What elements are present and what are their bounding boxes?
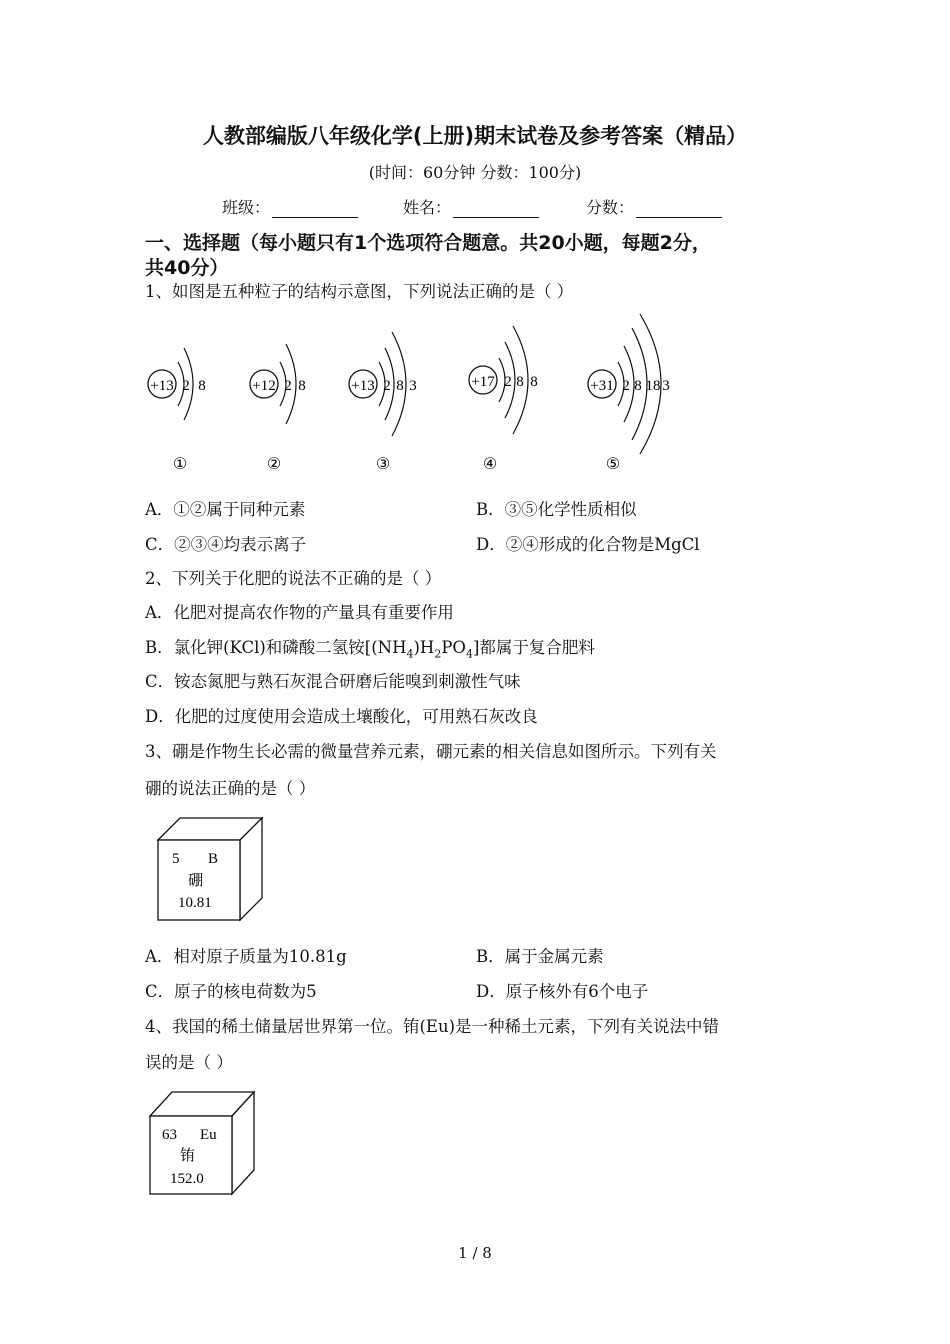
name-label: 姓名：	[403, 198, 452, 217]
q3-option-b[interactable]: B．属于金属元素	[476, 947, 604, 966]
q1-option-d[interactable]: D．②④形成的化合物是MgCl	[476, 535, 700, 554]
atom-4-shell-2: 8	[516, 374, 524, 390]
q2-option-b-sub-3: 4	[465, 647, 473, 661]
atom-structure-diagram	[140, 310, 700, 480]
q2-option-c[interactable]: C．铵态氮肥与熟石灰混合研磨后能嗅到刺激性气味	[145, 672, 521, 691]
atom-1-nucleus: +13	[150, 378, 174, 394]
q4-stem-line2: 误的是（ ）	[145, 1053, 233, 1072]
atom-3-shell-1: 2	[383, 378, 391, 394]
atom-1-shell-1: 2	[182, 378, 190, 394]
atom-1-shell-2: 8	[198, 378, 206, 394]
score-blank[interactable]	[636, 201, 722, 218]
class-field[interactable]	[222, 195, 358, 218]
boron-name: 硼	[188, 873, 204, 889]
boron-symbol: B	[208, 851, 219, 867]
q3-stem-line2: 硼的说法正确的是（ ）	[145, 779, 316, 798]
atom-2-label: ②	[266, 456, 282, 473]
atom-1	[148, 348, 206, 473]
europium-mass: 152.0	[170, 1171, 204, 1187]
atom-3	[349, 332, 417, 473]
atom-1-label: ①	[172, 456, 188, 473]
q2-option-b-text-3: PO	[441, 638, 466, 657]
q3-option-d[interactable]: D．原子核外有6个电子	[476, 982, 649, 1001]
atom-2-shell-1: 2	[284, 378, 292, 394]
score-label: 分数：	[586, 198, 635, 217]
europium-symbol: Eu	[200, 1127, 217, 1143]
europium-name: 铕	[180, 1148, 196, 1164]
name-blank[interactable]	[453, 201, 539, 218]
atom-5-shell-3: 18	[645, 378, 661, 394]
atom-5	[588, 314, 670, 473]
atom-2	[250, 344, 306, 473]
page-title: 人教部编版八年级化学(上册)期末试卷及参考答案（精品）	[202, 124, 748, 148]
name-field[interactable]	[403, 195, 539, 218]
atom-2-shell-2: 8	[298, 378, 306, 394]
q3-option-a[interactable]: A．相对原子质量为10.81g	[145, 947, 347, 966]
q2-option-b-text-4: ]都属于复合肥料	[472, 638, 595, 657]
boron-element-card	[150, 812, 270, 924]
page-number: 1 / 8	[458, 1244, 492, 1262]
atom-4	[469, 326, 538, 473]
atom-2-nucleus: +12	[252, 378, 276, 394]
atom-4-nucleus: +17	[471, 374, 495, 390]
atom-3-shell-3: 3	[409, 378, 417, 394]
q2-option-b[interactable]	[145, 634, 595, 660]
class-label: 班级：	[222, 198, 271, 217]
q2-option-b-text-1: B．氯化钾(KCl)和磷酸二氢铵[(NH	[145, 638, 407, 657]
atom-3-shell-2: 8	[396, 378, 404, 394]
q1-option-b[interactable]: B．③⑤化学性质相似	[476, 500, 637, 519]
atom-4-shell-3: 8	[530, 374, 538, 390]
atom-5-shell-2: 8	[634, 378, 642, 394]
q2-option-b-sub-1: 4	[406, 647, 414, 661]
europium-number: 63	[162, 1127, 177, 1143]
atom-5-label: ⑤	[605, 456, 621, 473]
q2-option-a[interactable]: A．化肥对提高农作物的产量具有重要作用	[145, 603, 454, 622]
exam-meta: (时间：60分钟 分数：100分)	[368, 163, 582, 182]
q3-option-c[interactable]: C．原子的核电荷数为5	[145, 982, 317, 1001]
atom-3-label: ③	[375, 456, 391, 473]
q1-option-a[interactable]: A．①②属于同种元素	[145, 500, 306, 519]
q2-stem: 2、下列关于化肥的说法不正确的是（ ）	[145, 569, 442, 588]
q3-stem-line1: 3、硼是作物生长必需的微量营养元素，硼元素的相关信息如图所示。下列有关	[145, 742, 717, 761]
boron-mass: 10.81	[178, 895, 212, 911]
q4-stem-line1: 4、我国的稀土储量居世界第一位。铕(Eu)是一种稀土元素，下列有关说法中错	[145, 1017, 720, 1036]
q1-option-c[interactable]: C．②③④均表示离子	[145, 535, 307, 554]
europium-element-card	[142, 1088, 262, 1198]
q2-option-b-text-2: )H	[413, 638, 435, 657]
class-blank[interactable]	[272, 201, 358, 218]
atom-5-shell-4: 3	[662, 378, 670, 394]
atom-5-nucleus: +31	[590, 378, 614, 394]
q2-option-d[interactable]: D．化肥的过度使用会造成土壤酸化，可用熟石灰改良	[145, 707, 538, 726]
section-heading-line2: 共40分）	[145, 257, 229, 279]
atom-3-nucleus: +13	[351, 378, 375, 394]
atom-4-shell-1: 2	[504, 374, 512, 390]
q1-stem: 1、如图是五种粒子的结构示意图，下列说法正确的是（ ）	[145, 282, 574, 301]
q2-option-b-sub-2: 2	[434, 647, 442, 661]
atom-5-shell-1: 2	[622, 378, 630, 394]
score-field[interactable]	[586, 195, 722, 218]
section-heading-line1: 一、选择题（每小题只有1个选项符合题意。共20小题，每题2分，	[145, 232, 711, 254]
boron-number: 5	[172, 851, 180, 867]
atom-4-label: ④	[482, 456, 498, 473]
